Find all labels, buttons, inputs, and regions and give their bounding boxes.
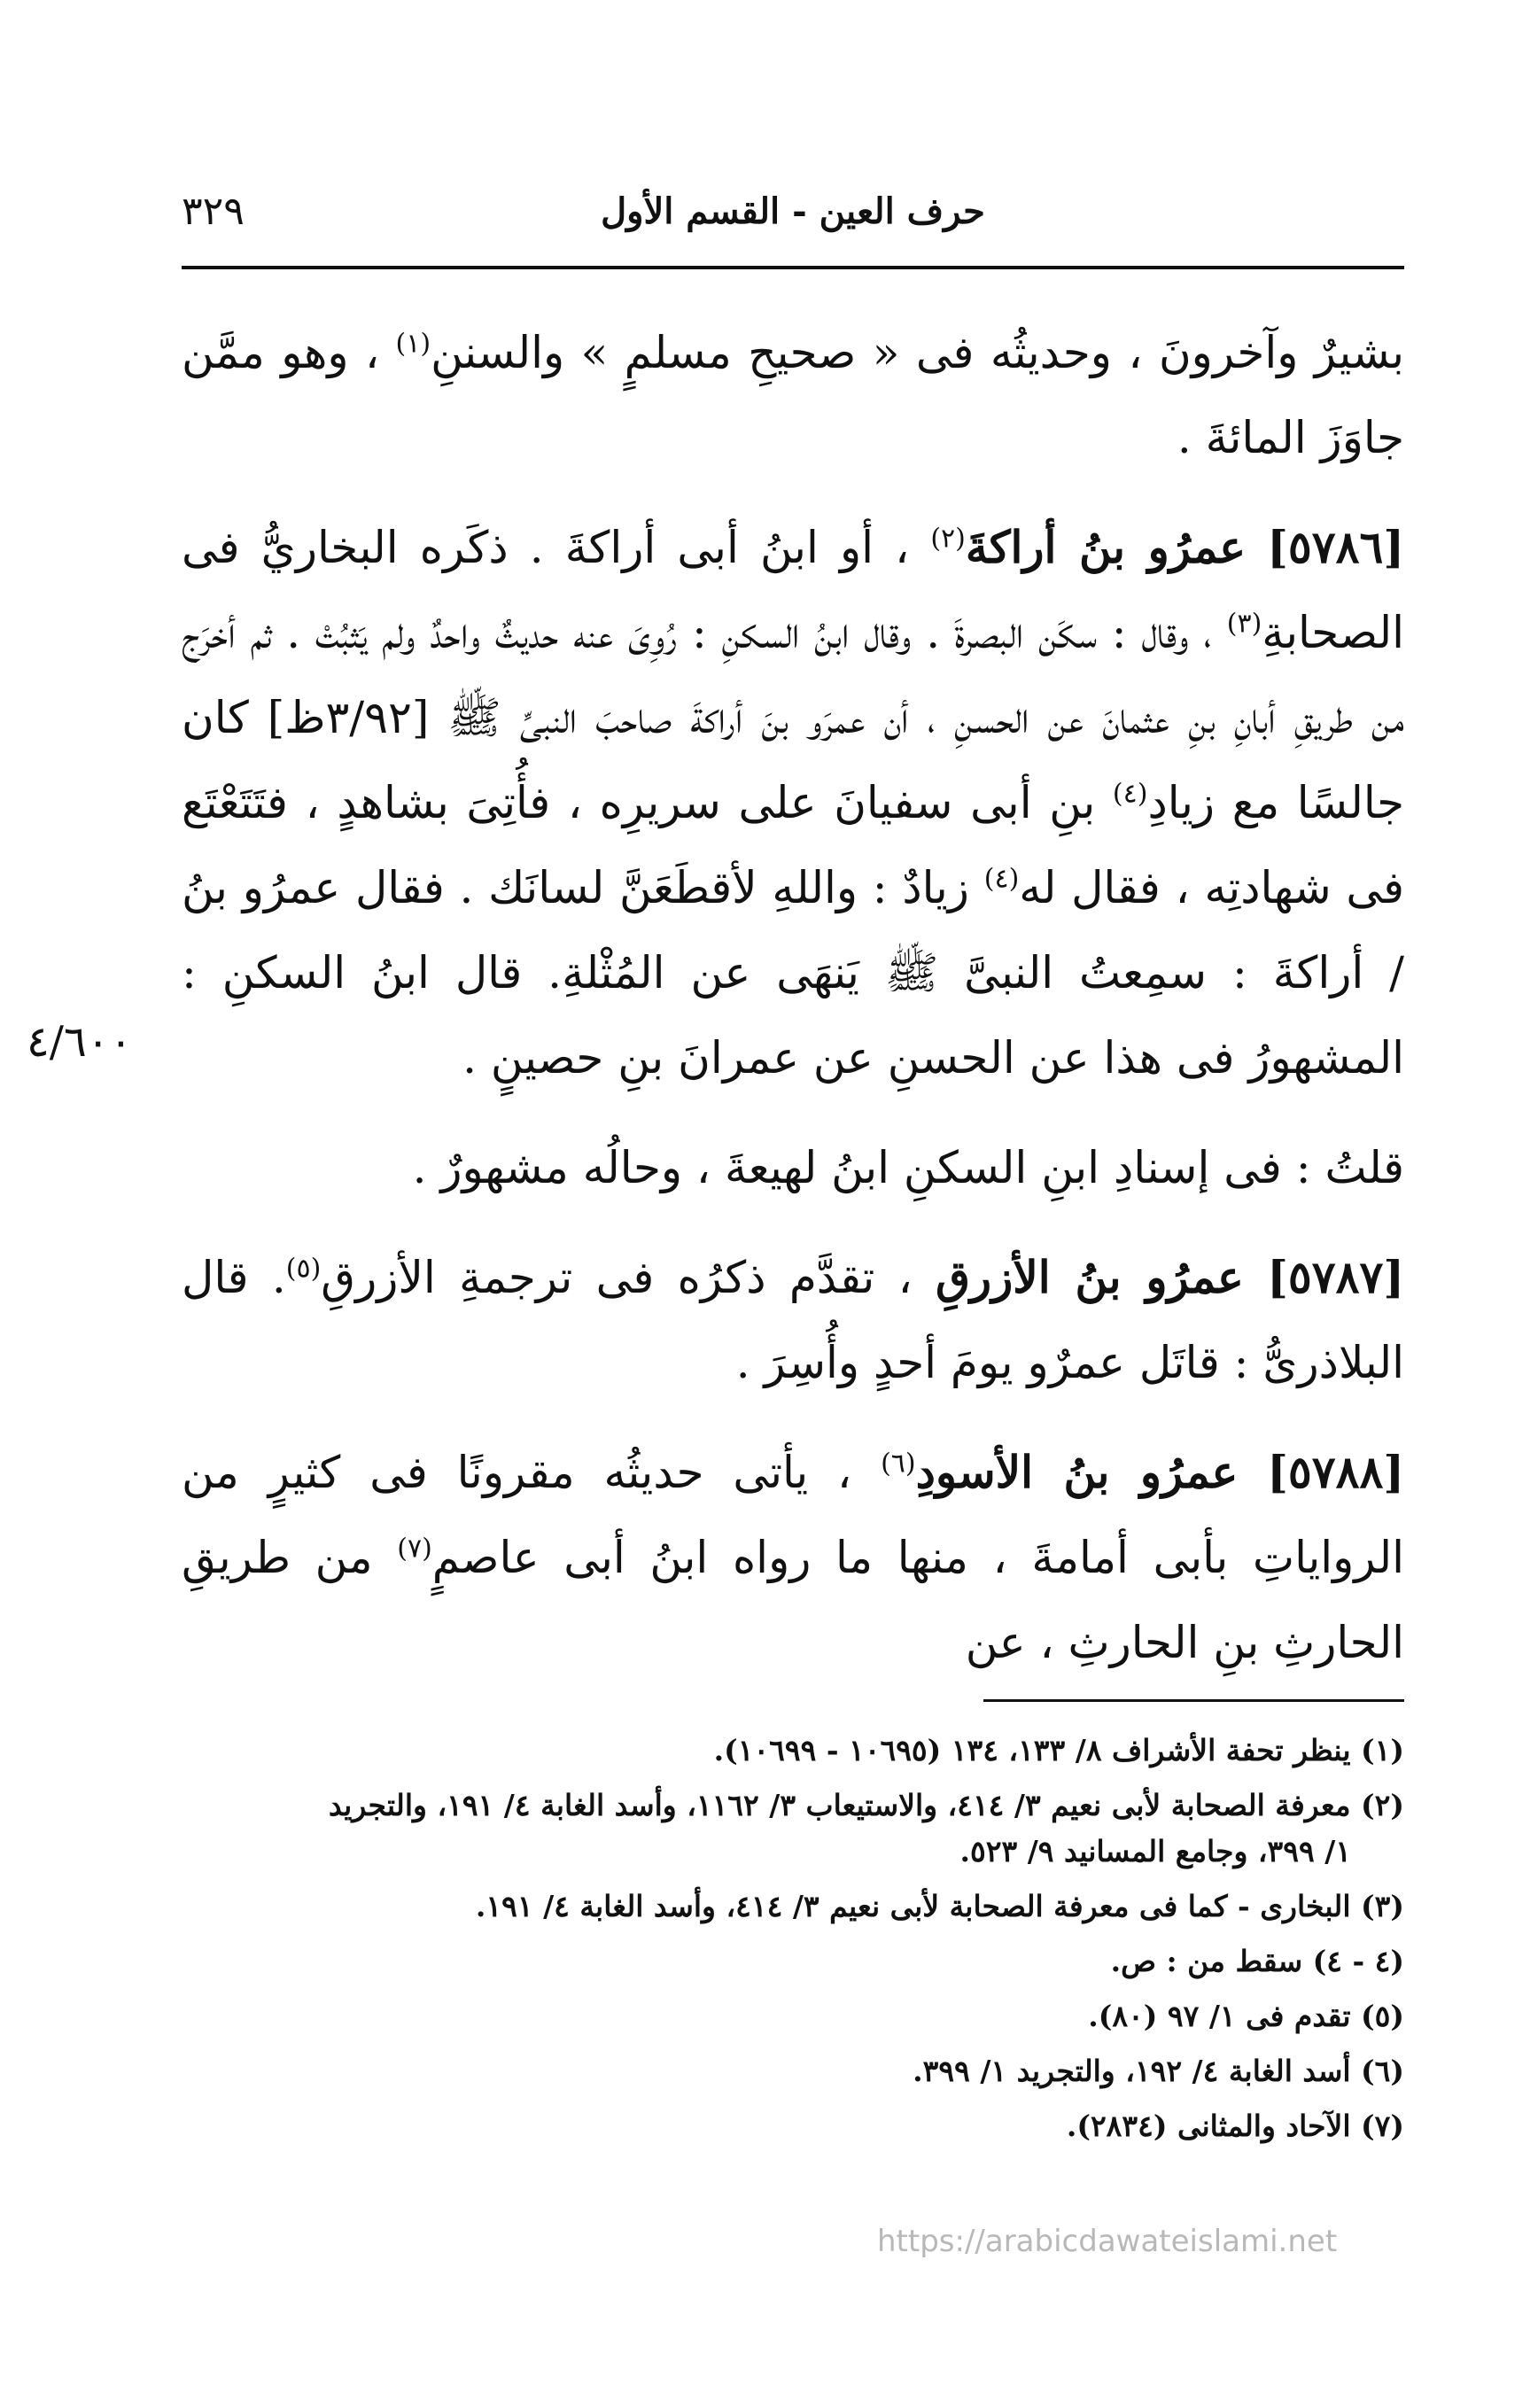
watermark-url: https://arabicdawateislami.net [877,2224,1338,2259]
entry-name: عمرُو بنُ الأسودِ [915,1446,1239,1498]
text-run: ، يأتى حديثُه مقرونًا فى كثيرٍ من الرواياتِ بأبى أمامةَ ، منها ما رواه ابنُ أبى عاصمٍ [182,1447,1404,1583]
entry-number: [٥٧٨٨] [1267,1446,1404,1498]
footnote-4: (٤ - ٤) سقط من : ص. [1110,1944,1404,1978]
entry-name: عمرُو بنُ أراكةَ [965,521,1247,573]
footnote-ref: (٣) [1226,608,1262,640]
footnote-ref: (٤) [1112,778,1148,810]
text-run: بنِ أبى سفيانَ على سريرِه ، فأُتِىَ بشاهدٍ ، فتَتَعْتَع فى شهادتِه ، فقال له [182,777,1404,913]
text-run: بشيرٌ وآخرونَ ، وحديثُه فى « صحيحِ مسلمٍ » والسننِ [431,327,1404,378]
footnote-line: (٢) معرفة الصحابة لأبى نعيم ٣/ ٤١٤، والاستيعاب ٣/ ١١٦٢، وأسد الغابة ٤/ ١٩١، والتجريد [328,1788,1404,1822]
text-run: ، وقال : سكَن البصرةَ . وقال ابنُ السكنِ : رُوِىَ عنه حديثٌ واحدٌ ولم يَثبُتْ . ثم أخرَج من طريقِ أبانِ بنِ عثمانَ عن الحسنِ ، أن عمرَو بنَ أراكةَ صاحبَ النبىِّ ﷺ [٣/٩٢ظ] كان جالسًا مع زيادِ [182,607,1404,828]
text-run: ، تقدَّم ذكرُه فى ترجمةِ الأزرقِ [321,1252,936,1303]
entry-name: عمرُو بنُ الأزرقِ [936,1251,1244,1303]
main-text [182,310,1404,1710]
text-run: ، وهو ممَّن جاوَزَ المائةَ . [182,327,1404,463]
text-run: زيادٌ : واللهِ لأقطَعَنَّ لسانَك . فقال عمرُو بنُ / أراكةَ : سمِعتُ النبىَّ ﷺ يَنهَى عن المُثْلةِ. قال ابنُ السكنِ : المشهورُ فى هذا عن الحسنِ عن عمرانَ بنِ حصينٍ . [182,862,1404,1084]
footnote-5: (٥) تقدم فى ١/ ٩٧ (٨٠). [1088,1999,1404,2033]
footnote-ref: (٧) [397,1533,432,1565]
running-header [182,182,1404,252]
header-title: حرف العين - القسم الأول [601,190,985,232]
entry-5787 [182,1235,1404,1405]
footnote-ref: (٤) [983,863,1020,895]
entry-5786 [182,505,1404,1100]
footnote-7: (٧) الآحاد والمثانى (٢٨٣٤). [1066,2109,1404,2143]
page-number: ٣٢٩ [182,189,245,234]
footnote-ref: (٢) [930,523,966,555]
footnote-line: ١/ ٣٩٩، وجامع المسانيد ٩/ ٥٢٣. [959,1834,1351,1868]
text-run: من طريقِ الحارثِ بنِ الحارثِ ، عن [182,1532,1404,1668]
text-run: ، أو ابنُ أبى أراكةَ . ذكَره البخاريُّ فى الصحابةِ [182,522,1404,658]
entry-number: [٥٧٨٦] [1267,521,1404,573]
entry-5788 [182,1430,1404,1685]
header-rule [182,266,1404,269]
paragraph-continuation [182,310,1404,480]
footnote-3: (٣) البخارى - كما فى معرفة الصحابة لأبى نعيم ٣/ ٤١٤، وأسد الغابة ٤/ ١٩١. [475,1889,1404,1923]
footnote-6: (٦) أسد الغابة ٤/ ١٩٢، والتجريد ١/ ٣٩٩. [913,2054,1404,2088]
footnote-rule [983,1699,1404,1702]
footnote-ref: (٦) [881,1448,916,1480]
margin-volume-page-note: ٤/٦٠٠ [27,1017,133,1067]
footnote-2 [182,1783,1404,1875]
text-run: . قال البلاذرىُّ : قاتَل عمرٌو يومَ أحدٍ وأُسِرَ . [182,1252,1404,1388]
qult-paragraph: قلتُ : فى إسنادِ ابنِ السكنِ ابنُ لهيعةَ ، وحالُه مشهورٌ . [412,1142,1404,1193]
footnotes [182,1728,1404,2158]
footnote-1: (١) ينظر تحفة الأشراف ٨/ ١٣٣، ١٣٤ (١٠٦٩٥ - ١٠٦٩٩). [713,1733,1404,1767]
footnote-ref: (١) [395,328,431,360]
entry-number: [٥٧٨٧] [1267,1251,1404,1303]
footnote-ref: (٥) [285,1253,322,1285]
